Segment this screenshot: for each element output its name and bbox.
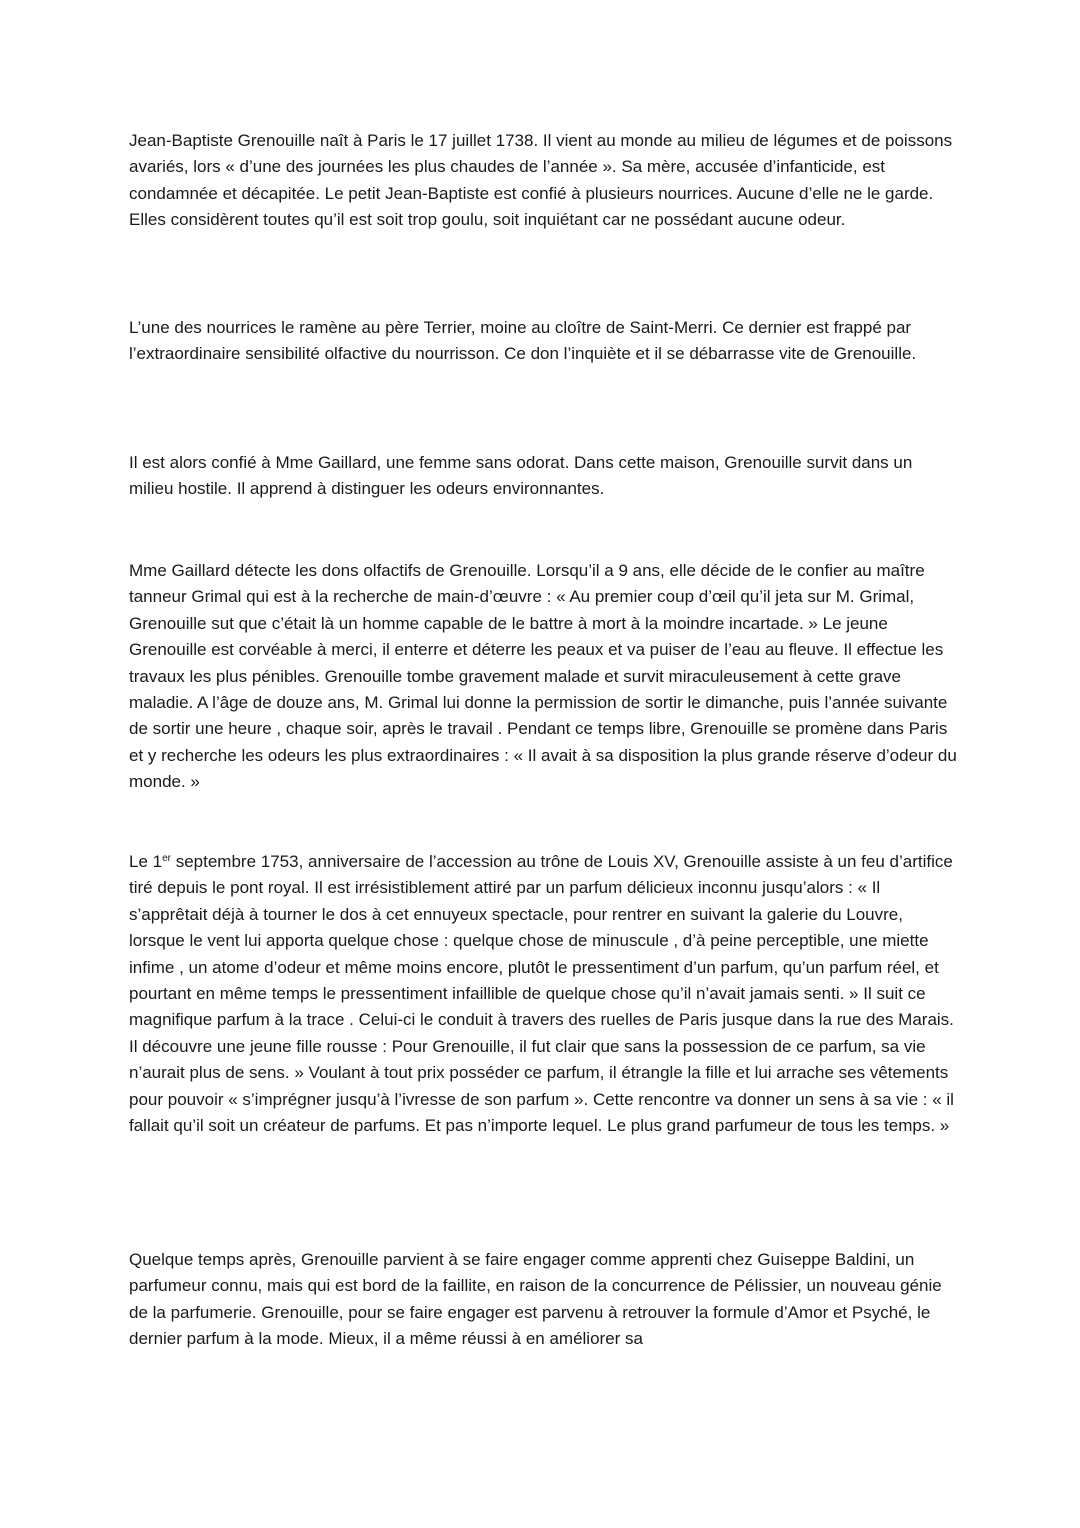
paragraph-mme-gaillard: Il est alors confié à Mme Gaillard, une femme sans odorat. Dans cette maison, Grenouille survit dans un milieu hostile. Il apprend à distinguer les odeurs environnantes.	[129, 453, 913, 499]
paragraph-birth: Jean-Baptiste Grenouille naît à Paris le 17 juillet 1738. Il vient au monde au milieu de légumes et de poissons avariés, lors « d’une des journées les plus chaudes de l’année ». Sa mère, accusée d’infanticide, est condamnée et décapitée. Le petit Jean-Baptiste est confié à plusieurs nourrices. Aucune d’elle ne le garde. Elles considèrent toutes qu’il est soit trop goulu, soit inquiétant car ne possédant aucune odeur.	[129, 131, 953, 230]
ordinal-superscript: er	[162, 853, 171, 864]
paragraph-baldini: Quelque temps après, Grenouille parvient à se faire engager comme apprenti chez Guiseppe Baldini, un parfumeur connu, mais qui est bord de la faillite, en raison de la concurrence de Pélissier, un nouveau génie de la parfumerie. Grenouille, pour se faire engager est parvenu à retrouver la formule d’Amor et Psyché, le dernier parfum à la mode. Mieux, il a même réussi à en améliorer sa	[129, 1250, 942, 1349]
paragraph-father-terrier: L’une des nourrices le ramène au père Terrier, moine au cloître de Saint-Merri. Ce dernier est frappé par l’extraordinaire sensibilité olfactive du nourrisson. Ce don l’inquiète et il se débarrasse vite de Grenouille.	[129, 318, 917, 364]
paragraph-fireworks-lead: Le 1	[129, 852, 163, 871]
paragraph-tanner-grimal: Mme Gaillard détecte les dons olfactifs de Grenouille. Lorsqu’il a 9 ans, elle décide de le confier au maître tanneur Grimal qui est à la recherche de main-d’œuvre : « Au premier coup d’œil qu’il jeta sur M. Grimal, Grenouille sut que c’était là un homme capable de le battre à mort à la moindre incartade. » Le jeune Grenouille est corvéable à merci, il enterre et déterre les peaux et va puiser de l’eau au fleuve. Il effectue les travaux les plus pénibles. Grenouille tombe gravement malade et survit miraculeusement à cette grave maladie. A l’âge de douze ans, M. Grimal lui donne la permission de sortir le dimanche, puis l’année suivante de sortir une heure , chaque soir, après le travail . Pendant ce temps libre, Grenouille se promène dans Paris et y recherche les odeurs les plus extraordinaires : « Il avait à sa disposition la plus grande réserve d’odeur du monde. »	[129, 561, 957, 792]
paragraph-fireworks	[129, 849, 959, 1139]
paragraph-fireworks-rest: septembre 1753, anniversaire de l’accession au trône de Louis XV, Grenouille assiste à un feu d’artifice tiré depuis le pont royal. Il est irrésistiblement attiré par un parfum délicieux inconnu jusqu’alors : « Il s’apprêtait déjà à tourner le dos à cet ennuyeux spectacle, pour rentrer en suivant la galerie du Louvre, lorsque le vent lui apporta quelque chose : quelque chose de minuscule , d’à peine perceptible, une miette infime , un atome d’odeur et même moins encore, plutôt le pressentiment d’un parfum, qu’un parfum réel, et pourtant en même temps le pressentiment infaillible de quelque chose qu’il n’avait jamais senti. » Il suit ce magnifique parfum à la trace . Celui-ci le conduit à travers des ruelles de Paris jusque dans la rue des Marais. Il découvre une jeune fille rousse : Pour Grenouille, il fut clair que sans la possession de ce parfum, sa vie n’aurait plus de sens. » Voulant à tout prix posséder ce parfum, il étrangle la fille et lui arrache ses vêtements pour pouvoir « s’imprégner jusqu’à l’ivresse de son parfum ». Cette rencontre va donner un sens à sa vie : « il fallait qu’il soit un créateur de parfums. Et pas n’importe lequel. Le plus grand parfumeur de tous les temps. »	[129, 852, 954, 1136]
